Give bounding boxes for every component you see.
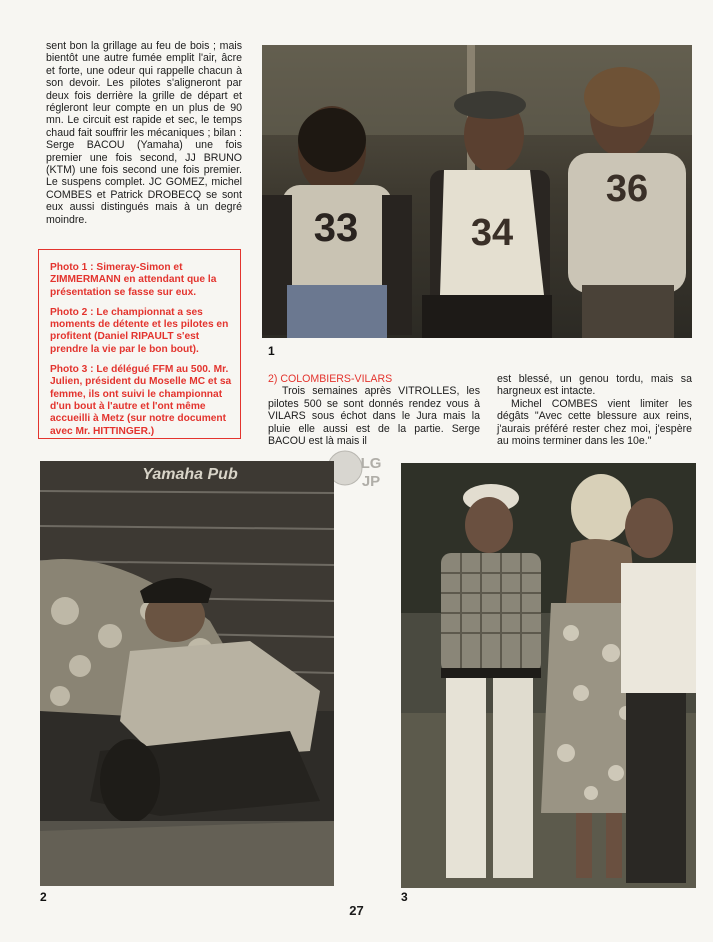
svg-text:LG: LG	[360, 455, 382, 472]
bib-36: 36	[605, 168, 649, 210]
page-number: 27	[349, 903, 364, 918]
section-paragraph-3: Michel COMBES vient limiter les dégâts "Avec cette blessure aux reins, j'aurais préféré rester chez moi, j'espère au moins terminer dans les 10e."	[497, 397, 692, 448]
section-paragraph-1: Trois semaines après VITROLLES, les pilotes 500 se sont donnés rendez vous à VILARS sous échot dans le Jura mais la pluie elle aussi est de la partie. Serge BACOU est là mais il	[268, 385, 480, 448]
intro-paragraph: sent bon la grillage au feu de bois ; mais bientôt une autre fumée emplit l'air, âcre et forte, une odeur qui rappelle chacun à son devoir. Les pilotes s'aligneront par deux fois derrière la grille de départ et régleront leur compte en un plus de 90 mn. Le circuit est rapide et sec, le temps chaud fait souffrir les mécaniques ; bilan : Serge BACOU (Yamaha) une fois premier une fois second, JJ BRUNO (KTM) une fois second une fois premier. Le suspens complet. JC GOMEZ, michel COMBES et Patrick DROBECQ se sont eux aussi distingués mais à un degré moindre.	[46, 40, 242, 226]
photo-captions-box	[38, 249, 241, 439]
section-col-middle	[268, 373, 480, 447]
svg-text:JP: JP	[361, 473, 381, 490]
photo-1-riders	[262, 45, 692, 338]
bib-34: 34	[470, 212, 514, 254]
photo-3-number: 3	[401, 890, 408, 904]
photo-1-number: 1	[268, 344, 275, 358]
photo-3-officials	[401, 463, 696, 888]
caption-photo-3: Photo 3 : Le délégué FFM au 500. Mr. Julien, président du Moselle MC et sa femme, ils ont suivi le championnat d'un bout à l'autre et l'ont même accueilli à Metz (sur notre document avec Mr. HITTINGER.)	[50, 364, 232, 437]
section-col-right	[497, 373, 692, 447]
bib-33: 33	[313, 206, 359, 250]
photo-2-number: 2	[40, 890, 47, 904]
caption-photo-2: Photo 2 : Le championnat a ses moments de détente et les pilotes en profitent (Daniel RIPAULT s'est prendre la vie par le bon bout).	[50, 306, 229, 355]
section-paragraph-2: est blessé, un genou tordu, mais sa hargneux est intacte.	[497, 373, 692, 398]
photo-2-relaxing-rider	[40, 461, 334, 886]
caption-photo-1: Photo 1 : Simeray-Simon et ZIMMERMANN en attendant que la présentation se fasse sur eux.	[50, 262, 217, 298]
section-heading: 2) COLOMBIERS-VILARS	[268, 373, 393, 385]
svg-text:Yamaha Pub: Yamaha Pub	[142, 466, 238, 483]
